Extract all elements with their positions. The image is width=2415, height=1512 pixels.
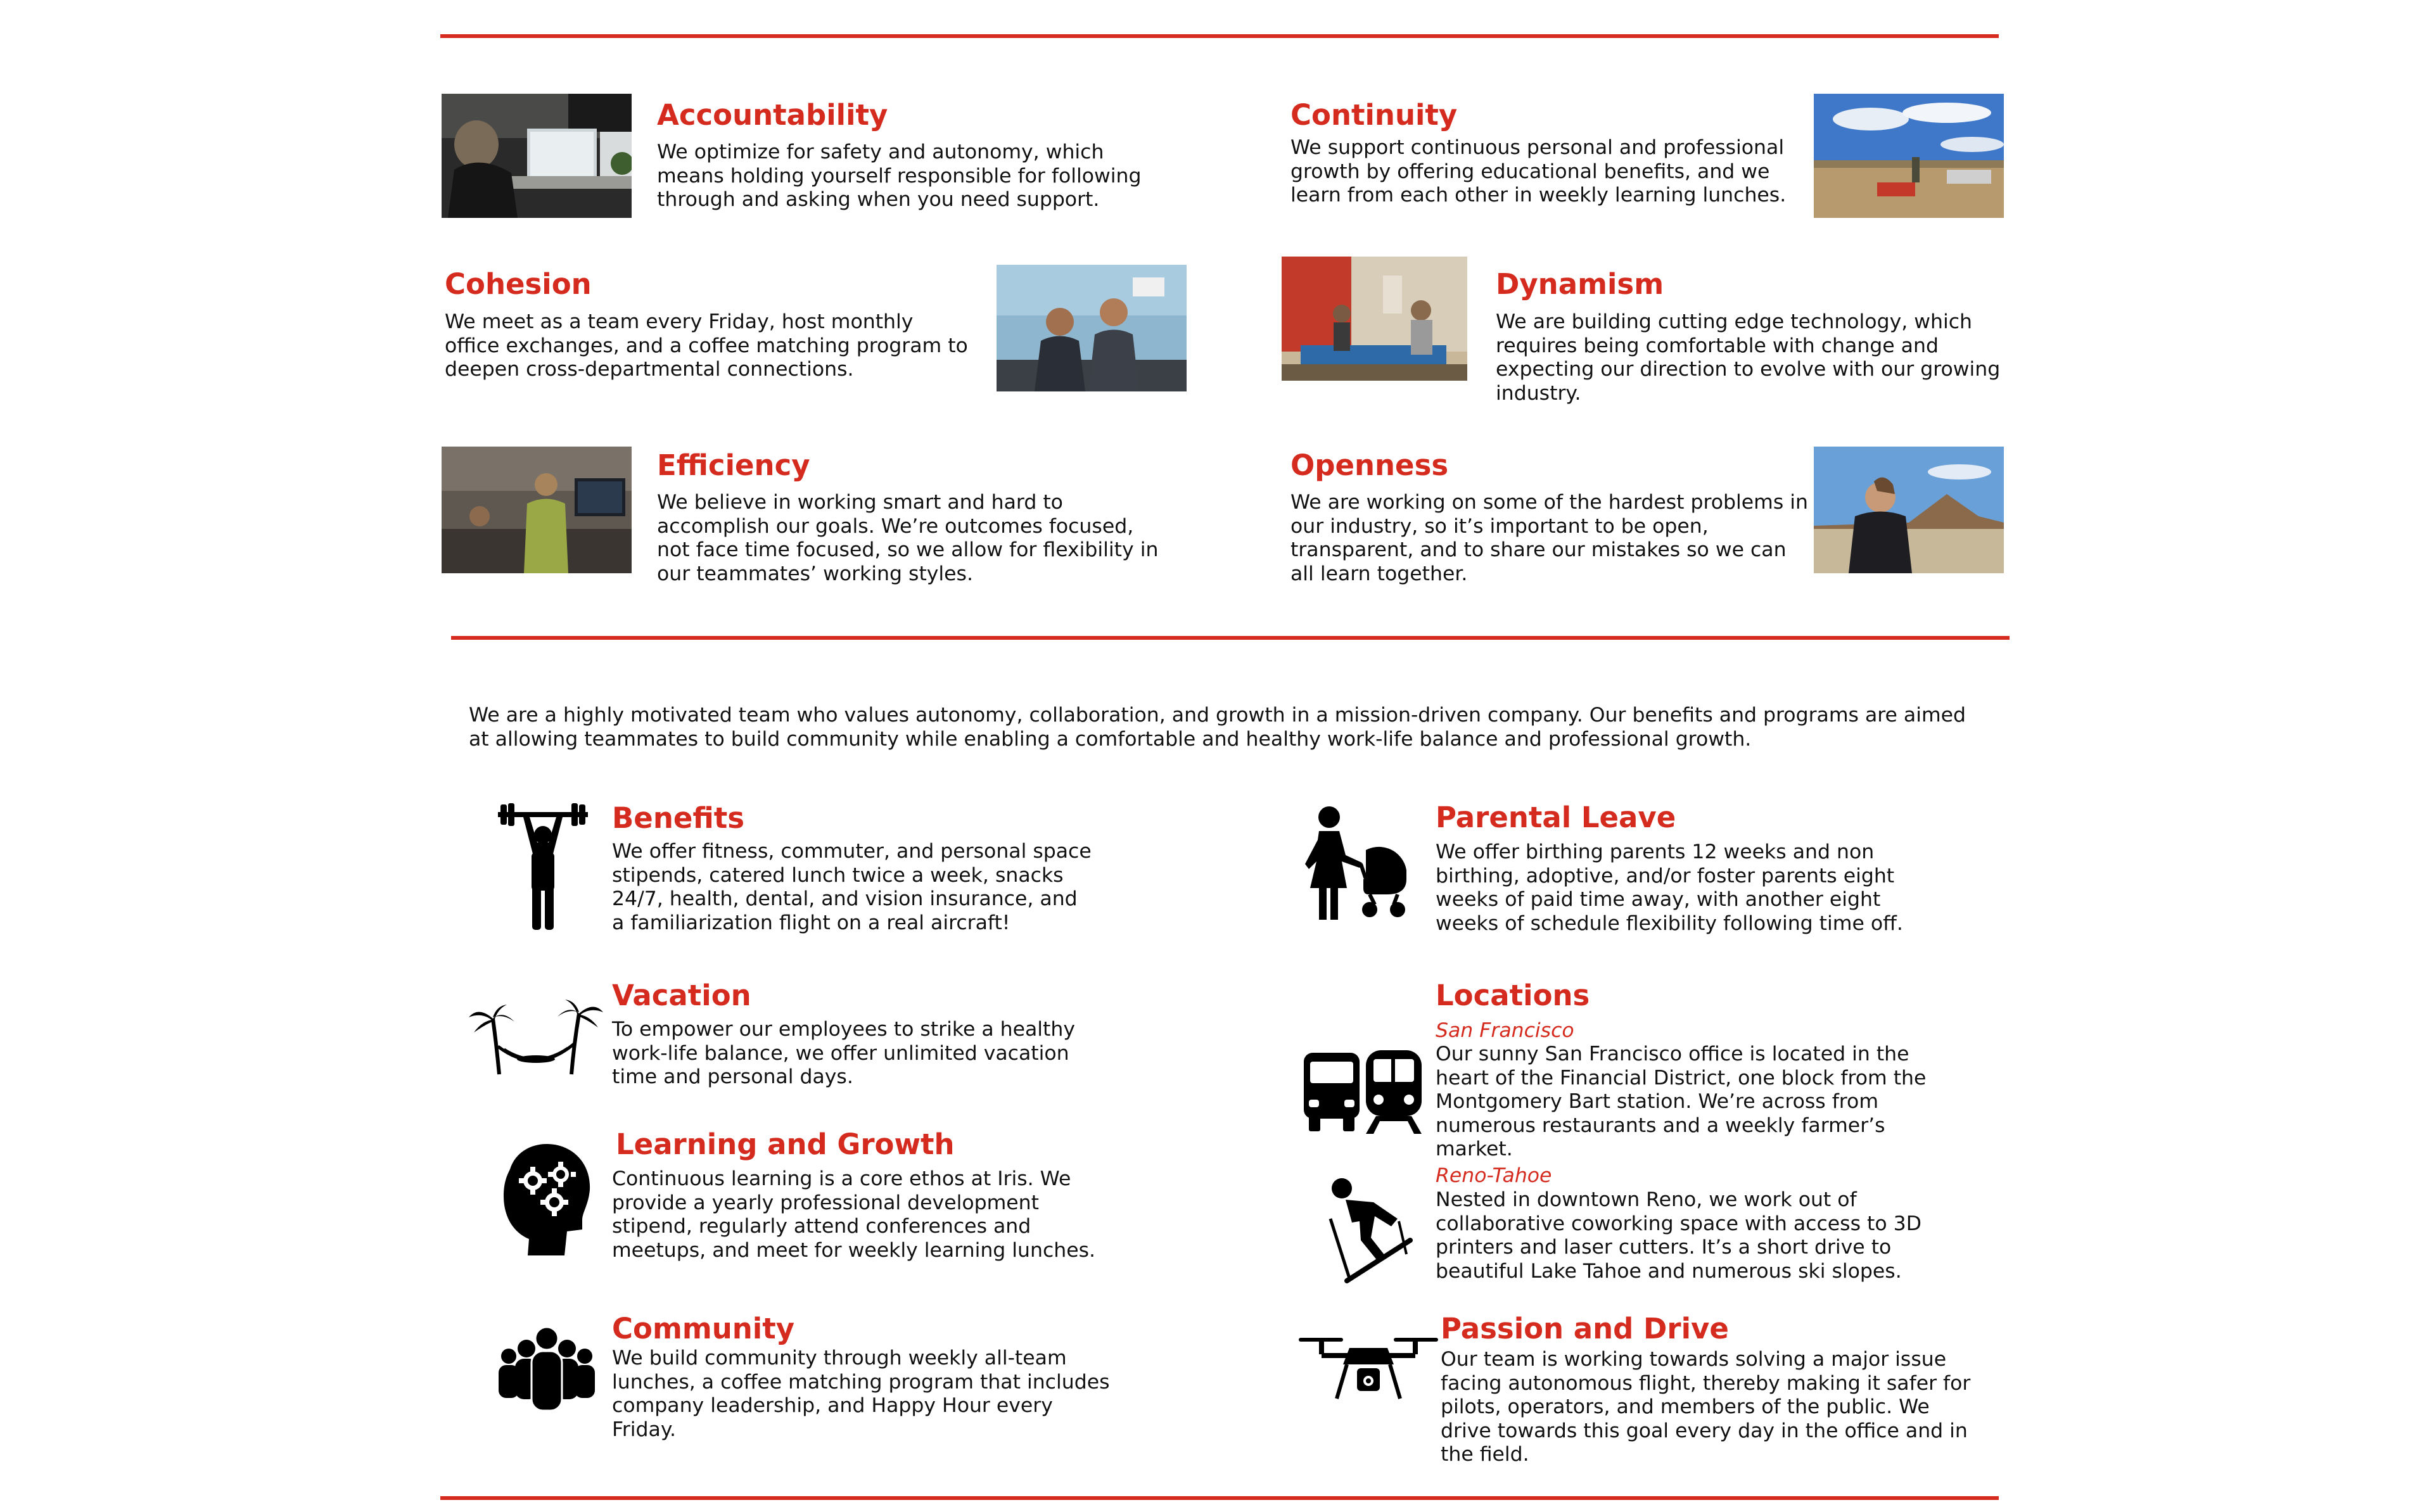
value-title-dynamism: Dynamism — [1496, 267, 1664, 301]
bottom-divider — [440, 1496, 1999, 1500]
benefit-title-learning-and-growth: Learning and Growth — [616, 1128, 955, 1161]
benefit-title-benefits: Benefits — [612, 801, 745, 835]
value-text-continuity: We support continuous personal and professional growth by offering educational benefits, and we learn from each other in weekly learning lunches. — [1290, 136, 1787, 206]
value-title-accountability: Accountability — [657, 98, 888, 132]
parent-stroller-icon — [1305, 806, 1406, 920]
skier-icon — [1328, 1177, 1414, 1283]
desert-photo — [1814, 447, 2004, 573]
benefit-title-passion-and-drive: Passion and Drive — [1441, 1312, 1729, 1345]
weightlifter-icon — [498, 803, 588, 930]
value-text-dynamism: We are building cutting edge technology, which requires being comfortable with change and expecting our direction to evolve with our growing industry. — [1496, 310, 2001, 405]
benefit-text-passion-and-drive: Our team is working towards solving a major issue facing autonomous flight, thereby making it safer for pilots, operators, and members of the public. We drive towards this goal every day in the office and in the field. — [1441, 1348, 1971, 1466]
value-title-efficiency: Efficiency — [657, 448, 810, 482]
engineers-photo — [442, 447, 632, 573]
drone-icon — [1299, 1335, 1438, 1402]
value-text-accountability: We optimize for safety and autonomy, which means holding yourself responsible for following through and asking when you need support. — [657, 141, 1142, 211]
location-label-san-francisco: San Francisco — [1436, 1019, 1574, 1042]
location-text-san-francisco: Our sunny San Francisco office is located in the heart of the Financial District, one block from the Montgomery Bart station. We’re across from numerous restaurants and a weekly farmer’s market. — [1436, 1043, 1927, 1160]
top-divider — [440, 34, 1999, 38]
value-text-efficiency: We believe in working smart and hard to accomplish our goals. We’re outcomes focused, not face time focused, so we allow for flexibility in our teammates’ working styles. — [657, 491, 1159, 585]
value-text-cohesion: We meet as a team every Friday, host monthly office exchanges, and a coffee matching program to deepen cross-departmental connections. — [445, 310, 968, 381]
benefit-title-vacation: Vacation — [612, 979, 751, 1012]
ping-pong-photo — [1282, 257, 1467, 381]
bus-train-icon — [1303, 1050, 1423, 1134]
hammock-palm-trees-icon — [469, 993, 603, 1076]
benefit-text-vacation: To empower our employees to strike a healthy work-life balance, we offer unlimited vacation time and personal days. — [612, 1018, 1076, 1088]
benefit-title-parental-leave: Parental Leave — [1436, 801, 1676, 834]
office-desk-photo — [442, 94, 632, 218]
location-label-reno-tahoe: Reno-Tahoe — [1436, 1164, 1552, 1187]
benefit-text-benefits: We offer fitness, commuter, and personal space stipends, catered lunch twice a week, snacks 24/7, health, dental, and vision insurance, and a familiarization flight on a real aircraft! — [612, 840, 1092, 934]
group-people-icon — [496, 1327, 597, 1411]
benefit-title-community: Community — [612, 1312, 795, 1345]
benefit-title-locations: Locations — [1436, 979, 1590, 1012]
value-text-openness: We are working on some of the hardest problems in our industry, so it’s important to be open, transparent, and to share our mistakes so we can all learn together. — [1290, 491, 1808, 585]
field-test-photo — [1814, 94, 2004, 218]
value-title-continuity: Continuity — [1290, 98, 1458, 132]
intro-paragraph: We are a highly motivated team who values autonomy, collaboration, and growth in a mission-driven company. Our benefits and programs are aimed at allowing teammates to build community while enabling a comfortable and healthy work-life balance and professional growth. — [469, 704, 1966, 751]
benefit-text-parental-leave: We offer birthing parents 12 weeks and non birthing, adoptive, and/or foster parents eight weeks of paid time away, with another eight weeks of schedule flexibility following time off. — [1436, 841, 1903, 935]
value-title-openness: Openness — [1290, 448, 1449, 482]
middle-divider — [451, 636, 2010, 640]
team-meeting-photo — [997, 265, 1187, 391]
head-gears-icon — [502, 1144, 591, 1255]
benefit-text-learning-and-growth: Continuous learning is a core ethos at Iris. We provide a yearly professional development stipend, regularly attend conferences and meetups, and meet for weekly learning lunches. — [612, 1167, 1096, 1262]
benefit-text-community: We build community through weekly all-team lunches, a coffee matching program that includes company leadership, and Happy Hour every Friday. — [612, 1347, 1110, 1441]
location-text-reno-tahoe: Nested in downtown Reno, we work out of collaborative coworking space with access to 3D printers and laser cutters. It’s a short drive to beautiful Lake Tahoe and numerous ski slopes. — [1436, 1188, 1921, 1283]
value-title-cohesion: Cohesion — [445, 267, 592, 301]
